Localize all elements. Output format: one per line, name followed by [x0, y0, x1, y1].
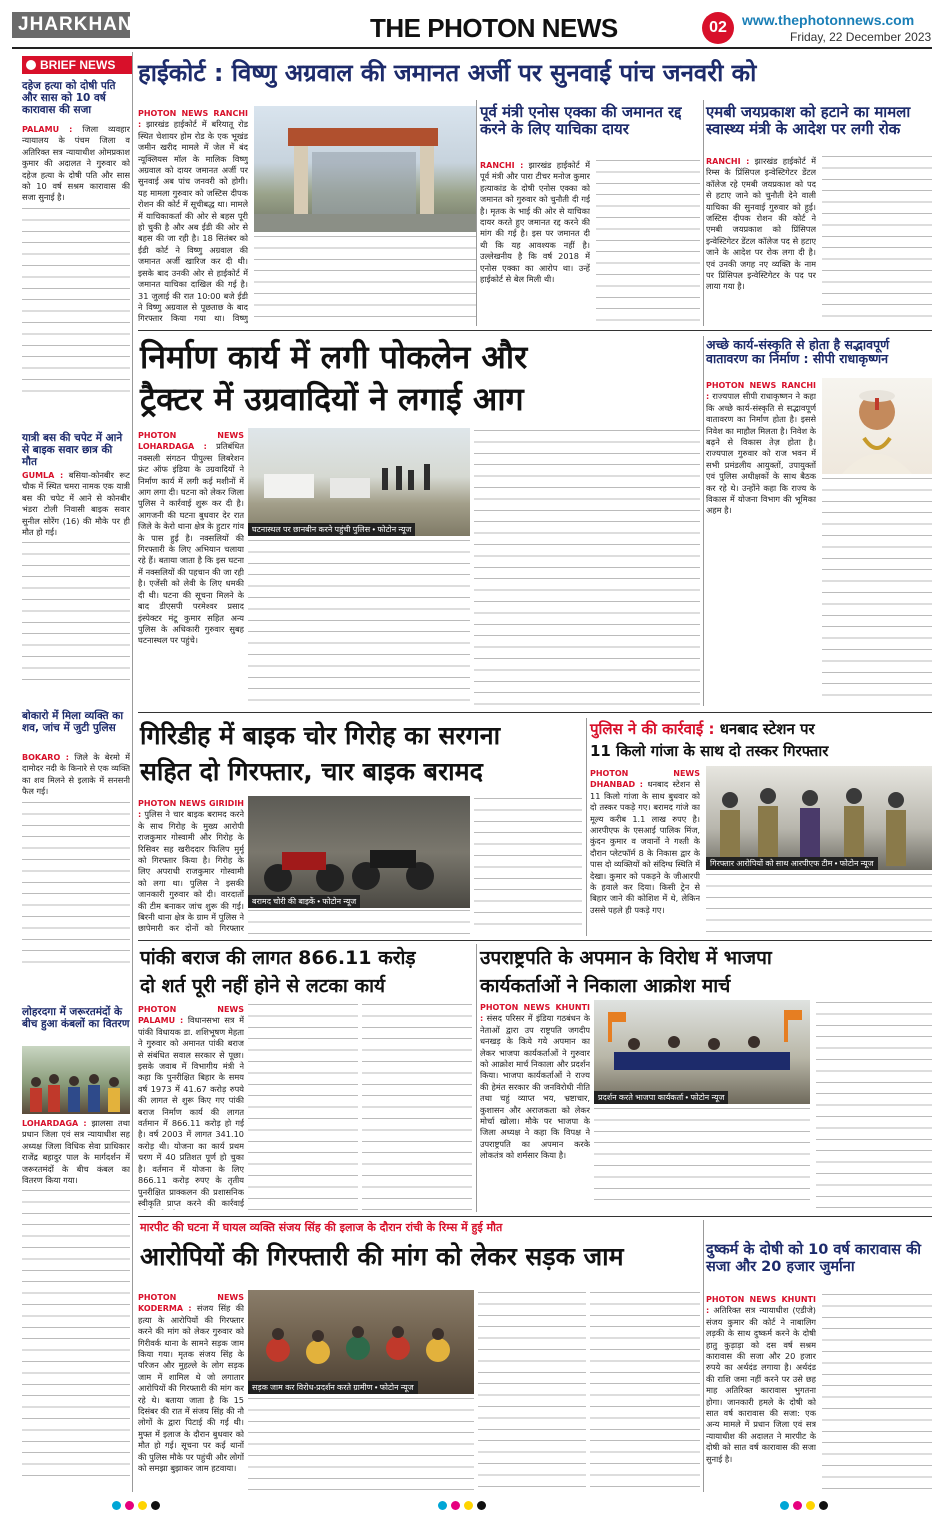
story-4-text: प्रतिबंधित नक्सली संगठन पीपुल्स लिबरेशन फ्रंट ऑफ इंडिया के उग्रवादियों ने निर्माण कार्य में लगी कई मशीनों में आग लगा दी। घटना को लेकर जिला पुलिस ने कार्रवाई शुरू कर दी है। आगजनी की घटना बुधवार देर रात जिले के केरो थाना क्षेत्र के हुटार गांव के पास हुई है। नक्सलियों की गिरफ्तारी के लिए अभियान चलाया रहे हैं। बताया जाता है कि इस घटना में नक्सलियों की पहचान की जा रही है। एजेंसी को लेवी के लिए धमकी दी थी। घटना की सूचना मिलने के बाद डीएसपी परमेश्वर प्रसाद इंस्पेक्टर मंटू कुमार सहित अन्य पुलिस के अधिकारी गुरुवार सुबह घटनास्थल पर पहुंचे। — [138, 441, 244, 646]
story-7-dateline: PHOTON NEWS DHANBAD : — [590, 769, 700, 790]
masthead — [0, 0, 945, 44]
text-placeholder-lines — [22, 802, 130, 972]
recovered-bikes-photo — [248, 796, 470, 908]
text-placeholder-lines — [22, 1190, 130, 1480]
story-5-dateline: PHOTON NEWS RANCHI : — [706, 381, 816, 402]
text-placeholder-lines — [706, 874, 932, 934]
masthead-rule — [12, 47, 932, 49]
story-6-col-1 — [138, 798, 244, 934]
headline-kicker: पुलिस ने की कार्रवाई : — [590, 720, 715, 738]
newspaper-logo: THE PHOTON NEWS — [370, 13, 618, 43]
text-placeholder-lines — [248, 1004, 358, 1210]
headline-line-2: 11 किलो गांजा के साथ दो तस्कर गिरफ्तार — [590, 742, 829, 760]
text-placeholder-lines — [248, 910, 470, 934]
portrait-illustration — [822, 378, 932, 474]
fire-site-police-photo — [248, 428, 470, 536]
text-placeholder-lines — [594, 1108, 810, 1210]
story-6-dateline: PHOTON NEWS GIRIDIH : — [138, 799, 244, 820]
registration-marks-center — [438, 1501, 486, 1511]
column-divider — [476, 944, 477, 1212]
brief-text-1: जिला व्यवहार न्यायालय के पंचम जिला व अतिरिक्त सत्र न्यायाधीश ओमप्रकाश कुमार की अदालत ने गुरुवार को दहेज हत्या के दोषी पति और सास को 10 वर्ष सश्रम कारावास की सजा सुनाई है। — [22, 124, 130, 203]
headline-line-1: उपराष्ट्रपति के अपमान के विरोध में भाजपा — [480, 947, 772, 969]
column-divider — [703, 336, 704, 706]
story-9-col-1 — [480, 1002, 590, 1210]
story-8-dateline: PHOTON NEWS PALAMU : — [138, 1005, 244, 1026]
story-1-text: झारखंड हाईकोर्ट में बरियातू रोड स्थित चेशायर होम रोड के एक भूखंड जमीन खरीद मामले में जेल में बंद न्यूक्लियस मॉल के मालिक विष्णु अग्रवाल को दायर जमानत अर्जी पर सुनवाई अब पांच जनवरी को होगी। यह मामला गुरुवार को जस्टिस दीपक रोशन की कोर्ट में सूचीबद्ध था। मामले में याचिकाकर्ता की ओर से बहस पूरी हो चुकी है और अब ईडी की ओर से बहस की जा रही है। 18 सितंबर को ईडी कोर्ट ने विष्णु अग्रवाल की जमानत अर्जी खारिज कर दी थी। इसके बाद उनकी ओर से हाईकोर्ट में जमानत याचिका दाखिल की गई है। 31 जुलाई की रात 10:00 बजे ईडी ने विष्णु अग्रवाल से पूछताछ के बाद गिरफ्तार किया गया था। विष्णु — [138, 119, 248, 324]
cyan-swatch — [780, 1501, 789, 1510]
brief-body-4 — [22, 1118, 130, 1490]
story-headline-ganja-arrest — [590, 718, 932, 762]
text-placeholder-lines — [822, 156, 932, 324]
text-placeholder-lines — [474, 798, 582, 934]
story-headline-road-block: आरोपियों की गिरफ्तारी की मांग को लेकर सड़क जाम — [140, 1242, 624, 1271]
issue-date: Friday, 22 December 2023 — [790, 30, 932, 44]
column-divider — [586, 718, 587, 936]
brief-dateline-2: GUMLA : — [22, 471, 64, 480]
court-gate-illustration — [254, 106, 476, 232]
text-placeholder-lines — [816, 1002, 932, 1210]
brief-headline-1: दहेज हत्या को दोषी पति और सास को 10 वर्ष कारावास की सजा — [22, 80, 116, 117]
website-link[interactable]: www.thephotonnews.com — [742, 12, 915, 28]
headline-line-1: निर्माण कार्य में लगी पोकलेन और — [140, 338, 528, 376]
officers-illustration — [706, 766, 932, 870]
story-8-text: विधानसभा सत्र में पांकी विधायक डा. शशिभूषण मेहता ने गुरुवार को अमानत पांकी बराज से संबंधित सवाल सरकार से पूछा। इसके जवाब में विभागीय मंत्री ने कहा कि पुनरीक्षित बिहार के समय वर्ष 1973 में 41.67 करोड़ रुपये की लागत से शुरू किए गए पांकी बराज निर्माण कार्य की लागत वर्तमान में 866.11 करोड़ हो गई है। वर्ष 2003 में लागत 341.10 करोड़ थी। योजना का कार्य प्रथम चरण में 40 प्रतिशत पूर्ण हो चुका है। वर्तमान में योजना के लिए 866.11 करोड़ रुपए के तृतीय पुनरीक्षित प्राक्कलन की प्रशासनिक स्वीकृति प्राप्त करने की कार्रवाई — [138, 1015, 244, 1208]
page-number-badge: 02 — [702, 12, 734, 44]
text-placeholder-lines — [822, 478, 932, 706]
story-10-text: संजय सिंह की हत्या के आरोपियों की गिरफ्तार करने की मांग को लेकर गुरुवार को गिरीवर्क थाना के सामने सड़क जाम किया गया। मृतक संजय सिंह के परिजन और मुहल्ले के लोग सड़क जाम में शामिल थे जो लगातार आरोपियों की गिरफ्तारी की मांग कर रहे थे। बताया जाता है कि 15 दिसंबर की रात में संजय सिंह की नौ लोगों के द्वारा पिटाई की गई थी। मुफ्त में इलाज के दौरान बुधवार को मौत हो गई। सूचना पर कई थानों की पुलिस मौके पर पहुंची और लोगों को समझा बुझाकर जाम हटवाया। — [138, 1303, 244, 1474]
brief-dateline-3: BOKARO : — [22, 753, 69, 762]
story-7-col-1 — [590, 768, 700, 934]
text-placeholder-lines — [590, 1292, 700, 1490]
story-headline-mb-jaiprakash: एमबी जयप्रकाश को हटाने का मामला स्वास्थ्य मंत्री के आदेश पर लगी रोक — [706, 103, 911, 139]
story-headline-poklen-fire — [140, 336, 700, 420]
story-11-col-1 — [706, 1294, 816, 1490]
photo-caption: बरामद चोरी की बाइकें • फोटोन न्यूज — [248, 895, 360, 908]
column-divider — [703, 1220, 704, 1492]
text-placeholder-lines — [478, 1292, 586, 1490]
brief-headline-3: बोकारो में मिला व्यक्ति का शव, जांच में जुटी पुलिस — [22, 710, 124, 735]
section-rule — [138, 330, 932, 331]
brief-headline-4: लोहरदगा में जरूरतमंदों के बीच हुआ कंबलों का वितरण — [22, 1006, 130, 1031]
headline-line-1: धनबाद स्टेशन पर — [719, 720, 815, 738]
story-11-dateline: PHOTON NEWS KHUNTI : — [706, 1295, 816, 1316]
column-divider — [703, 100, 704, 326]
text-placeholder-lines — [596, 160, 700, 324]
road-block-protest-photo — [248, 1290, 474, 1394]
brief-dateline-1: PALAMU : — [22, 125, 73, 134]
story-6-text: पुलिस ने चार बाइक बरामद करने के साथ गिरोह के मुख्य आरोपी राजकुमार गोस्वामी और गिरोह के रिसिवर सह खरीददार फिलिप मुर्मू को गिरफ्तार किया है। गिरोह के लिए अपराधी राजकुमार गोस्वामी को लगा था। पुलिस ने इसकी जानकारी गुरुवार को दी। वारदातों की टीम बनाकर जांच शुरू की गई। बिरनी थाना क्षेत्र के ग्राम में पुलिस ने छापेमारी कर दोनों को गिरफ्तार — [138, 809, 244, 934]
text-placeholder-lines — [248, 540, 470, 706]
headline-line-1: पांकी बराज की लागत 866.11 करोड़ — [140, 947, 416, 969]
column-divider — [476, 100, 477, 326]
magenta-swatch — [125, 1501, 134, 1510]
story-headline-panki-barrage — [140, 944, 474, 1000]
story-3-col-1 — [706, 156, 816, 324]
story-2-col-1 — [480, 160, 590, 324]
story-1-col-1 — [138, 108, 248, 324]
headline-line-2: सहित दो गिरफ्तार, चार बाइक बरामद — [140, 757, 483, 786]
brief-text-3: जिले के बेरमो में दामोदर नदी के किनारे से एक व्यक्ति का शव मिलने से इलाके में सनसनी फैल गई। — [22, 752, 130, 797]
story-2-dateline: RANCHI : — [480, 161, 524, 170]
story-9-dateline: PHOTON NEWS KHUNTI : — [480, 1003, 590, 1024]
bjp-protest-photo — [594, 1000, 810, 1104]
section-rule — [138, 940, 932, 941]
story-headline-bjp-march — [480, 944, 932, 1000]
text-placeholder-lines — [474, 430, 700, 706]
cyan-swatch — [438, 1501, 447, 1510]
story-3-text: झारखंड हाईकोर्ट में रिम्स के प्रिंसिपल इन्वेस्टिगेटर डेंटल कॉलेज रहे एमबी जयप्रकाश को पद से हटाए जाने को चुनौती देने वाली याचिका की सुनवाई गुरुवार को हुई। जस्टिस दीपक रोशन की कोर्ट ने एमबी जयप्रकाश को प्रिंसिपल इन्वेस्टिगेटर डेंटल कॉलेज पद से हटाए जाने के आदेश पर रोक लगा दी है। एवं उनकी जगह नए व्यक्ति के नाम पर प्रिंसिपल इन्वेस्टिगेटर के पद पर लाया गया है। — [706, 156, 816, 292]
story-5-col-1 — [706, 380, 816, 706]
black-swatch — [477, 1501, 486, 1510]
motorbikes-illustration — [248, 796, 470, 908]
story-9-text: संसद परिसर में इंडिया गठबंधन के नेताओं द्वारा उप राष्ट्रपति जगदीप धनखड़ के किये गये अपमान का लेकर भाजपा कार्यकर्ताओं ने गुरुवार को आक्रोश मार्च निकाला और प्रदर्शन किया। भाजपा कार्यकर्ताओं ने राज्य की हेमंत सरकार की जनविरोधी नीति तथा चहुं व्याप्त भय, भ्रष्टाचार, कुशासन और अराजकता को लेकर मोर्चा खोला। मौके पर भाजपा के जिला अध्यक्ष ने कहा कि विपक्ष ने उपराष्ट्रपति का अपमान करके लोकतंत्र को शर्मसार किया है। — [480, 1013, 590, 1161]
brief-news-label: BRIEF NEWS — [40, 58, 116, 72]
brief-text-2: बसिया-कोनबीर रूट चौक में स्थित चमरा नामक एक यात्री बस की चपेट में आने से कोनबीर भंडरा टोली निवासी बाइक सवार सुनील सोरेंग (16) की मौके पर ही मौत हो गई। — [22, 470, 130, 538]
brief-body-1 — [22, 124, 130, 424]
black-swatch — [819, 1501, 828, 1510]
text-placeholder-lines — [822, 1294, 932, 1490]
cyan-swatch — [112, 1501, 121, 1510]
story-headline-governor: अच्छे कार्य-संस्कृति से होता है सद्भावपूर्ण वातावरण का निर्माण : सीपी राधाकृष्णन — [706, 337, 890, 367]
column-divider — [132, 52, 133, 1492]
story-kicker-koderma: मारपीट की घटना में घायल व्यक्ति संजय सिंह की इलाज के दौरान रांची के रिम्स में हुई मौत — [140, 1221, 503, 1234]
magenta-swatch — [793, 1501, 802, 1510]
text-placeholder-lines — [248, 1398, 474, 1490]
photo-caption: प्रदर्शन करते भाजपा कार्यकर्ता • फोटोन न्यूज — [594, 1091, 728, 1104]
headline-line-2: ट्रैक्टर में उग्रवादियों ने लगाई आग — [140, 380, 524, 418]
brief-dateline-4: LOHARDAGA : — [22, 1119, 87, 1128]
crowd-illustration — [22, 1046, 130, 1114]
story-3-dateline: RANCHI : — [706, 157, 750, 166]
story-2-text: झारखंड हाईकोर्ट में पूर्व मंत्री और पारा टीचर मनोज कुमार हत्याकांड के दोषी एनोस एक्का को जमानत को गुरुवार को चुनौती दी गई है। मृतक के भाई की ओर से याचिका दायर करते हुए जमानत रद्द करने की मांग की गई है। इस पर जमानत दी थी कि यह आवश्यक नहीं है। उल्लेखनीय है कि वर्ष 2018 में एनोस एक्का का आरोप था। उन्हें हाईकोर्ट से बेल मिली थी। — [480, 160, 590, 285]
brief-news-tab — [22, 56, 132, 74]
yellow-swatch — [806, 1501, 815, 1510]
region-label: JHARKHAND — [12, 12, 130, 38]
story-10-col-1 — [138, 1292, 244, 1490]
blanket-distribution-photo — [22, 1046, 130, 1114]
brief-body-3 — [22, 752, 130, 1000]
protest-banner-illustration — [594, 1000, 810, 1104]
story-4-dateline: PHOTON NEWS LOHARDAGA : — [138, 431, 244, 452]
brief-headline-2: यात्री बस की चपेट में आने से बाइक सवार छात्र की मौत — [22, 432, 123, 469]
high-court-gate-photo — [254, 106, 476, 232]
story-1-dateline: PHOTON NEWS RANCHI : — [138, 109, 248, 130]
headline-line-2: दो शर्त पूरी नहीं होने से लटका कार्य — [140, 975, 386, 997]
magenta-swatch — [451, 1501, 460, 1510]
story-headline-rape-conviction: दुष्कर्म के दोषी को 10 वर्ष कारावास की सजा और 20 हजार जुर्माना — [706, 1242, 921, 1275]
yellow-swatch — [464, 1501, 473, 1510]
protesters-illustration — [248, 1290, 474, 1394]
text-placeholder-lines — [254, 236, 476, 324]
police-vehicles-illustration — [248, 428, 470, 536]
rpf-team-photo — [706, 766, 932, 870]
section-rule — [138, 712, 932, 713]
headline-line-1: गिरिडीह में बाइक चोर गिरोह का सरगना — [140, 721, 501, 750]
text-placeholder-lines — [362, 1004, 472, 1210]
story-10-dateline: PHOTON NEWS KODERMA : — [138, 1293, 244, 1314]
story-11-text: अतिरिक्त सत्र न्यायाधीश (एडीजे) संजय कुमार की कोर्ट ने नाबालिग लड़की के साथ दुष्कर्म करने के दोषी हातु कुड़ाड़ा को दस वर्ष सश्रम कारावास की सजा और 20 हजार रुपये का अर्थदंड लगाया है। अर्थदंड की राशि जमा नहीं करने पर उसे छह माह अतिरिक्त कारावास भुगतना होगा। जानकारी हमले के दोषी को सात वर्ष कारावास की सजा: एक अन्य मामले में प्रधान जिला एवं सत्र न्यायाधीश की अदालत ने मारपीट के दोषी को सात वर्ष कारावास की सजा सुनाई है। — [706, 1305, 816, 1464]
story-headline-enos-ekka: पूर्व मंत्री एनोस एक्का की जमानत रद्द करने के लिए याचिका दायर — [480, 103, 682, 139]
photo-caption: घटनास्थल पर छानबीन करने पहुंची पुलिस • फोटोन न्यूज — [248, 523, 415, 536]
story-8-col-1 — [138, 1004, 244, 1210]
photo-caption: सड़क जाम कर विरोध-प्रदर्शन करते ग्रामीण • फोटोन न्यूज — [248, 1381, 418, 1394]
story-headline-bike-gang — [140, 718, 580, 790]
registration-marks-left — [112, 1501, 160, 1511]
story-5-text: राज्यपाल सीपी राधाकृष्णन ने कहा कि अच्छे कार्य-संस्कृति से सद्भावपूर्ण वातावरण का निर्माण होता है। इससे निवेश का माहौल मिलता है। निवेश के बढ़ने से विकास तेज़ होता है। राज्यपाल गुरुवार को राज भवन में सभी प्रमंडलीय आयुक्तों, उपायुक्तों एवं पुलिस अधीक्षकों के साथ बैठक कर रहे थे। उन्होंने कहा कि राज्य के विकास में योजना विभाग की भूमिका अहम है। — [706, 391, 816, 516]
section-rule — [138, 1216, 932, 1217]
story-7-text: धनबाद स्टेशन से 11 किलो गांजा के साथ बुधवार को दो तस्कर पकड़े गए। बरामद गांजे का मूल्य करीब 1.1 लाख रुपए है। आरपीएफ के एसआई पालिक मिंज, कुंदन कुमार व जवानों ने गश्ती के दौरान प्लेटफॉर्म 8 के निकास द्वार के पास दो व्यक्तियों को संदिग्ध स्थिति में देखा। कुमार को पकड़ने के जीआरपी के हवाले कर दिया। किसी ट्रेन से बिहार जाने की कोशिश में थे, लेकिन उससे पहले ही पकड़े गए। — [590, 779, 700, 915]
registration-marks-right — [780, 1501, 828, 1511]
photo-caption: गिरफ्तार आरोपियों को साथ आरपीएफ टीम • फोटोन न्यूज — [706, 857, 878, 870]
story-headline-vishnu-agrawal: हाईकोर्ट : विष्णु अग्रवाल की जमानत अर्जी पर सुनवाई पांच जनवरी को — [138, 59, 757, 87]
text-placeholder-lines — [22, 542, 130, 682]
black-swatch — [151, 1501, 160, 1510]
brief-text-4: झालसा तथा प्रधान जिला एवं सत्र न्यायाधीश सह अध्यक्ष जिला विधिक सेवा प्राधिकार राजेंद्र बहादुर पाल के मार्गदर्शन में जरूरतमंदों के बीच कंबल का वितरण किया गया। — [22, 1118, 130, 1186]
yellow-swatch — [138, 1501, 147, 1510]
text-placeholder-lines — [22, 208, 130, 398]
brief-body-2 — [22, 470, 130, 706]
story-4-col-1 — [138, 430, 244, 706]
governor-portrait — [822, 378, 932, 474]
headline-line-2: कार्यकर्ताओं ने निकाला आक्रोश मार्च — [480, 975, 731, 997]
